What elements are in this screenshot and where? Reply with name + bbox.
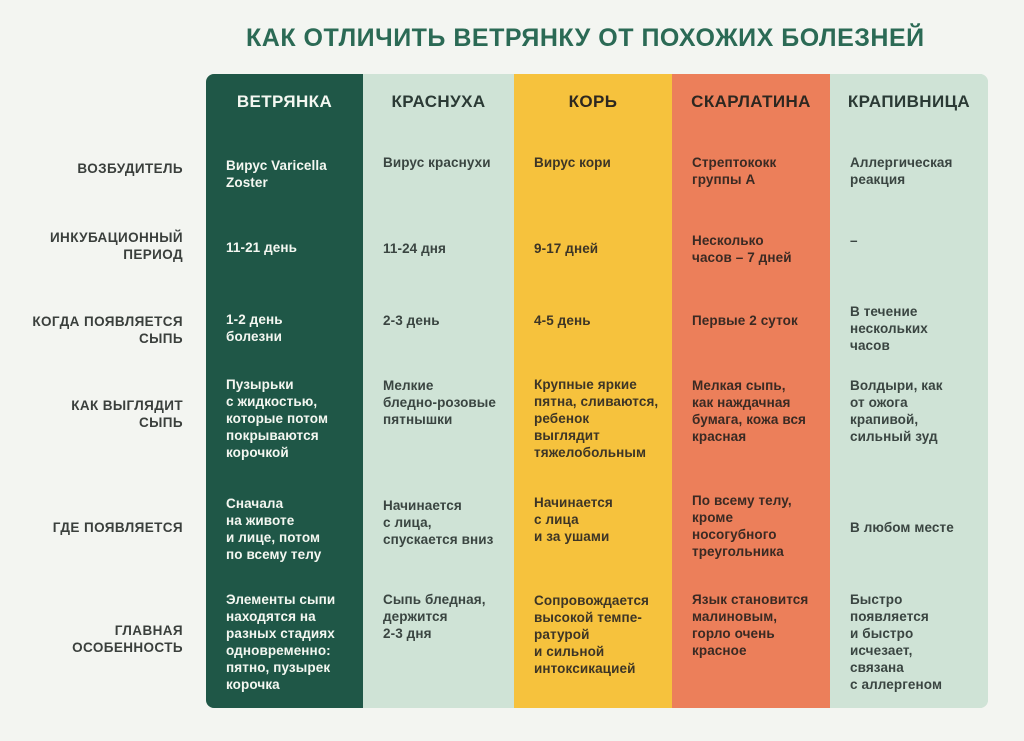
table-cell: 2-3 день — [383, 313, 440, 328]
row-labels — [0, 0, 195, 741]
row-label: ГЛАВНАЯ ОСОБЕННОСТЬ — [72, 623, 183, 655]
table-cell: Стрептококк группы А — [692, 155, 777, 187]
table-cell: Пузырьки с жидкостью, которые потом покрываются корочкой — [226, 377, 329, 460]
table-cell: По всему телу, кроме носогубного треугольника — [692, 493, 792, 559]
table-column — [514, 74, 672, 708]
table-column — [206, 74, 363, 708]
table-column — [672, 74, 830, 708]
column-header: ВЕТРЯНКА — [236, 92, 333, 111]
table-column — [363, 74, 514, 708]
table-cell: 4-5 день — [534, 313, 591, 328]
table-cell: 9-17 дней — [534, 241, 599, 256]
table-column — [830, 74, 988, 708]
column-header: СКАРЛАТИНА — [691, 92, 811, 111]
table-cell: Несколько часов – 7 дней — [692, 233, 792, 265]
comparison-table — [206, 74, 988, 708]
table-cell: – — [850, 233, 858, 248]
column-header: КОРЬ — [568, 92, 618, 111]
table-cell: Вирус краснухи — [383, 155, 491, 170]
page-title: КАК ОТЛИЧИТЬ ВЕТРЯНКУ ОТ ПОХОЖИХ БОЛЕЗНЕЙ — [246, 24, 925, 52]
row-label: КАК ВЫГЛЯДИТ СЫПЬ — [71, 398, 183, 430]
table-cell: В любом месте — [850, 520, 954, 535]
column-header: КРАСНУХА — [391, 92, 486, 111]
row-label: ГДЕ ПОЯВЛЯЕТСЯ — [52, 519, 183, 535]
row-label: ИНКУБАЦИОННЫЙ ПЕРИОД — [49, 230, 183, 262]
table-cell: В течение нескольких часов — [850, 304, 928, 353]
table-cell: Быстро появляется и быстро исчезает, связана с аллергеном — [850, 592, 943, 692]
table-cell: Крупные яркие пятна, сливаются, ребенок выглядит тяжелобольным — [534, 377, 659, 460]
table-cell: Язык становится малиновым, горло очень красное — [692, 592, 809, 658]
table-cell: Волдыри, как от ожога крапивой, сильный зуд — [850, 378, 943, 444]
table-cell: Аллергическая реакция — [850, 155, 953, 187]
row-label: КОГДА ПОЯВЛЯЕТСЯ СЫПЬ — [32, 314, 183, 346]
table-cell: Вирус Varicella Zoster — [226, 158, 327, 190]
table-cell: 11-24 дня — [383, 241, 447, 256]
table-cell: 1-2 день болезни — [226, 312, 283, 344]
table-cell: Начинается с лица, спускается вниз — [383, 498, 494, 547]
table-cell: Мелкие бледно-розовые пятнышки — [383, 378, 497, 427]
row-label: ВОЗБУДИТЕЛЬ — [77, 160, 183, 176]
table-cell: Сыпь бледная, держится 2-3 дня — [383, 592, 486, 641]
table-cell: Начинается с лица и за ушами — [534, 495, 613, 544]
table-cell: Элементы сыпи находятся на разных стадиях одновременно: пятно, пузырек корочка — [226, 592, 336, 692]
table-cell: 11-21 день — [226, 240, 298, 255]
table-cell: Вирус кори — [534, 155, 611, 170]
table-cell: Первые 2 суток — [692, 313, 798, 328]
table-cell: Сначала на животе и лице, потом по всему телу — [226, 496, 322, 562]
table-cell: Сопровождается высокой темпе- ратурой и сильной интоксикацией — [534, 593, 650, 676]
column-header: КРАПИВНИЦА — [847, 92, 971, 111]
table-cell: Мелкая сыпь, как наждачная бумага, кожа вся красная — [692, 378, 807, 444]
